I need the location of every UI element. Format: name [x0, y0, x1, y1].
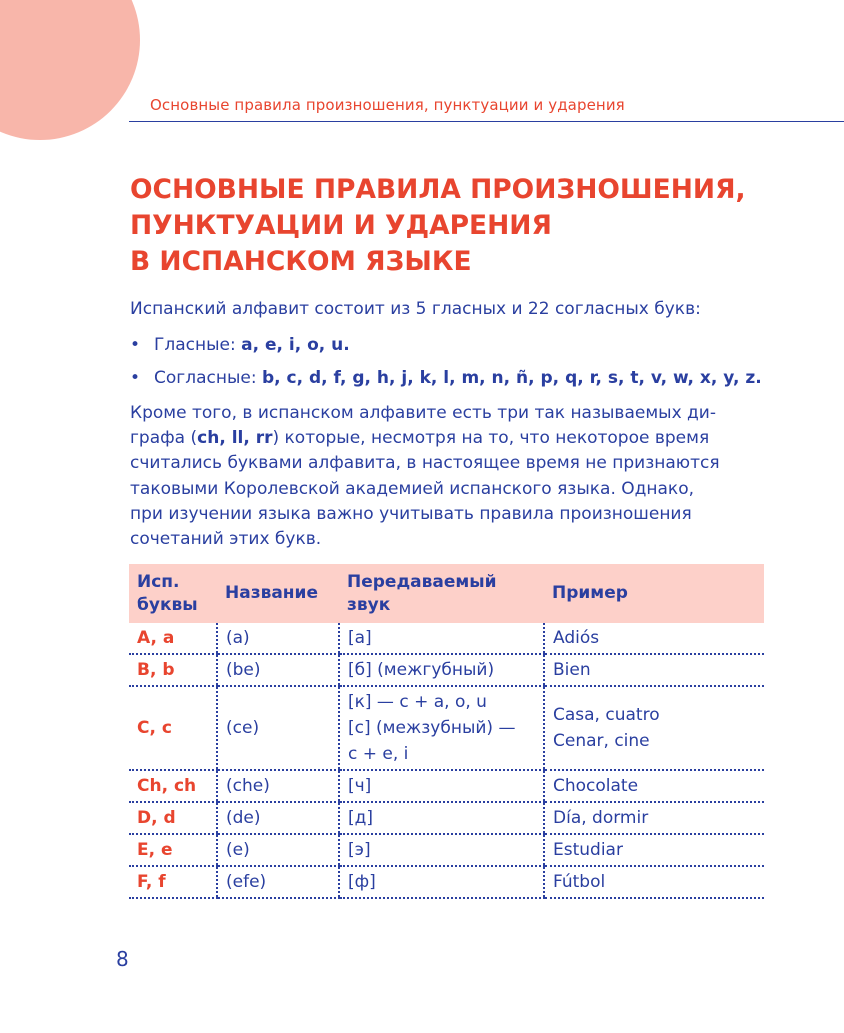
list-item-value: b, c, d, f, g, h, j, k, l, m, n, ñ, p, q, r, s, t, v, w, x, y, z.	[261, 368, 762, 388]
title-line: В ИСПАНСКОМ ЯЗЫКЕ	[130, 246, 472, 277]
table-row	[129, 686, 764, 770]
table-row	[129, 770, 764, 802]
paragraph-line: таковыми Королевской академией испанского языка. Однако,	[130, 478, 694, 499]
bullet-icon: •	[130, 335, 141, 355]
title-line: ПУНКТУАЦИИ И УДАРЕНИЯ	[130, 210, 552, 241]
cell-example: Chocolate	[544, 770, 764, 802]
table-row	[129, 654, 764, 686]
table-row	[129, 802, 764, 834]
cell-example: Adiós	[544, 623, 764, 654]
table-row	[129, 623, 764, 654]
paragraph-line: графа (ch, ll, rr) которые, несмотря на то, что некоторое время	[130, 428, 710, 449]
header-sound: Передаваемый звук	[339, 564, 544, 623]
cell-letters: A, a	[129, 623, 217, 654]
digraph-paragraph	[130, 401, 770, 552]
example-line: Casa, cuatro	[553, 705, 660, 725]
cell-name: (be)	[217, 654, 339, 686]
paragraph-line: при изучении языка важно учитывать правила произношения	[130, 503, 692, 524]
list-item-label: Гласные:	[154, 335, 242, 355]
sound-line: c + e, i	[348, 744, 409, 764]
paragraph-line: считались буквами алфавита, в настоящее время не признаются	[130, 453, 720, 474]
list-item-value: a, e, i, o, u.	[241, 335, 350, 355]
header-letters: Исп. буквы	[129, 564, 217, 623]
sound-line: [с] (межзубный) —	[348, 718, 516, 738]
cell-example: Día, dormir	[544, 802, 764, 834]
cell-example	[544, 686, 764, 770]
intro-text: Испанский алфавит состоит из 5 гласных и 22 согласных букв:	[130, 299, 701, 319]
header-name: Название	[217, 564, 339, 623]
table-row	[129, 834, 764, 866]
list-item-consonants	[130, 365, 762, 398]
cell-letters: F, f	[129, 866, 217, 898]
cell-name: (e)	[217, 834, 339, 866]
title-line: ОСНОВНЫЕ ПРАВИЛА ПРОИЗНОШЕНИЯ,	[130, 174, 746, 205]
cell-name: (efe)	[217, 866, 339, 898]
cell-example: Estudiar	[544, 834, 764, 866]
cell-name: (a)	[217, 623, 339, 654]
page-number: 8	[116, 947, 129, 971]
cell-letters: C, c	[129, 686, 217, 770]
header-rule	[129, 121, 844, 122]
paragraph-line: сочетаний этих букв.	[130, 529, 322, 550]
alphabet-table	[129, 564, 764, 899]
list-item-label: Согласные:	[154, 368, 262, 388]
letter-list	[130, 332, 762, 398]
decorative-circle	[0, 0, 140, 140]
cell-name: (che)	[217, 770, 339, 802]
cell-name: (de)	[217, 802, 339, 834]
cell-sound: [ч]	[339, 770, 544, 802]
header-example: Пример	[544, 564, 764, 623]
cell-sound: [э]	[339, 834, 544, 866]
cell-sound: [a]	[339, 623, 544, 654]
cell-example: Fútbol	[544, 866, 764, 898]
running-header: Основные правила произношения, пунктуации и ударения	[150, 96, 625, 114]
cell-letters: D, d	[129, 802, 217, 834]
example-line: Cenar, cine	[553, 731, 650, 751]
table-header-row	[129, 564, 764, 623]
cell-sound: [д]	[339, 802, 544, 834]
table-row	[129, 866, 764, 898]
bullet-icon: •	[130, 368, 141, 388]
cell-letters: B, b	[129, 654, 217, 686]
list-item-vowels	[130, 332, 762, 365]
cell-sound	[339, 686, 544, 770]
cell-example: Bien	[544, 654, 764, 686]
paragraph-line: Кроме того, в испанском алфавите есть три так называемых ди-	[130, 403, 716, 423]
cell-sound: [б] (межгубный)	[339, 654, 544, 686]
digraphs: ch, ll, rr	[197, 428, 273, 449]
cell-letters: Ch, ch	[129, 770, 217, 802]
page-title	[130, 172, 820, 280]
cell-sound: [ф]	[339, 866, 544, 898]
cell-letters: E, e	[129, 834, 217, 866]
sound-line: [к] — c + a, o, u	[348, 692, 487, 712]
cell-name: (ce)	[217, 686, 339, 770]
